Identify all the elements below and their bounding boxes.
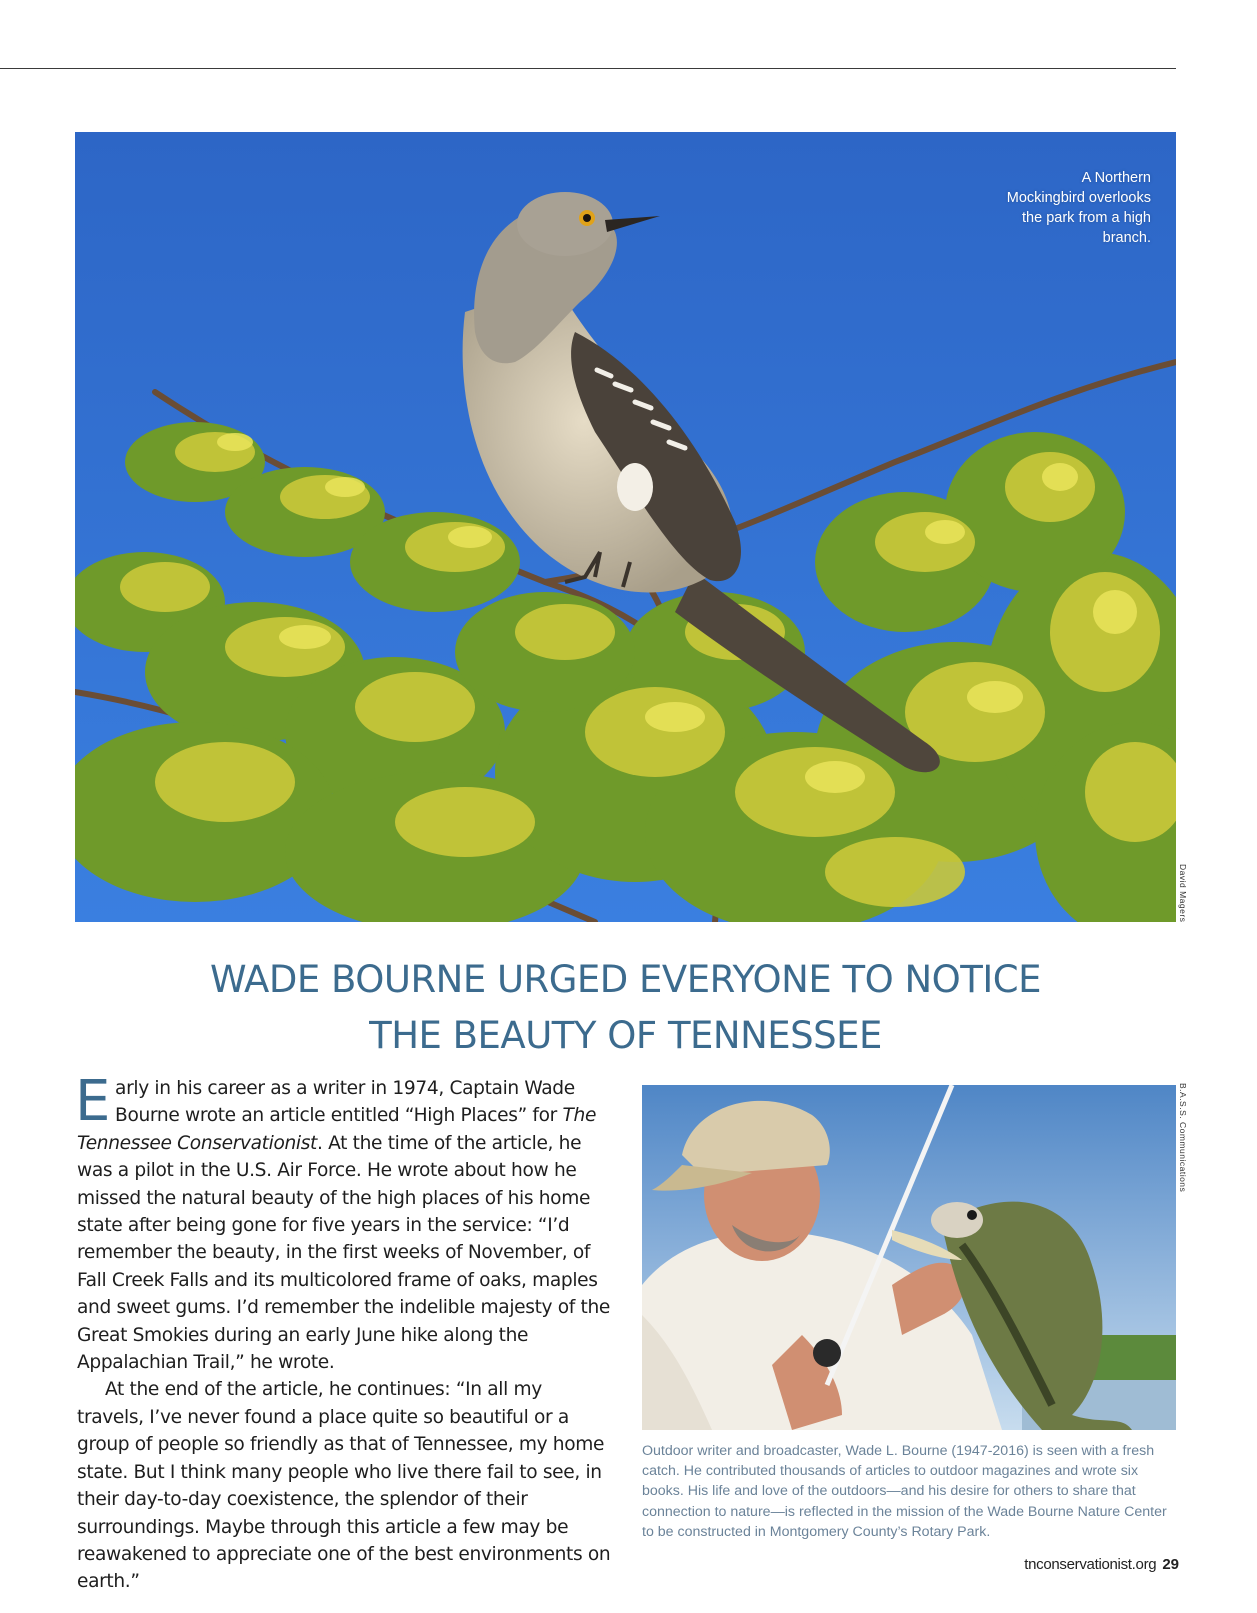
page-number: 29 [1162,1556,1179,1573]
headline-line-1: WADE BOURNE URGED EVERYONE TO NOTICE [210,958,1041,1001]
drop-cap: E [75,1069,111,1134]
article-paragraph-2: At the end of the article, he continues: “In all my travels, I’ve never found a place quite so beautiful or a group of people so friendly as that of Tennessee, my home state. But I think many people who live there fail to see, in their day-to-day coexistence, the splendor of their surroundings. Maybe through this article a few may be reawakened to appreciate one of the best environments on earth.” [77,1379,611,1593]
fisherman-illustration [642,1085,1176,1430]
paragraph-1-text-b: . At the time of the article, he was a pilot in the U.S. Air Force. He wrote about how he missed the natural beauty of the high places of his home state after being gone for five years in the service: “I’d remember the beauty, in the first weeks of November, of Fall Creek Falls and its multicolored frame of oaks, maples and sweet gums. I’d remember the indelible majesty of the Great Smokies during an early June hike along the Appalachian Trail,” he wrote. [77,1132,610,1374]
top-rule [0,68,1176,69]
article-headline [75,952,1176,1064]
page-footer [1024,1556,1179,1573]
website-url: tnconservationist.org [1024,1556,1157,1573]
hero-caption: A Northern Mockingbird overlooks the park from a high branch. [1006,170,1151,246]
paragraph-1-text-a: arly in his career as a writer in 1974, Captain Wade Bourne wrote an article entitled “High Places” for [115,1078,575,1127]
hero-photo-credit: David Magers [1178,864,1188,923]
headline-line-2: THE BEAUTY OF TENNESSEE [369,1014,882,1057]
hero-photo [75,132,1176,922]
mockingbird-illustration [75,132,1176,922]
fishing-photo-credit: B.A.S.S. Communications [1178,1083,1188,1193]
fishing-photo-caption: Outdoor writer and broadcaster, Wade L. Bourne (1947-2016) is seen with a fresh catch. He contributed thousands of articles to outdoor magazines and wrote six books. His life and love of the outdoors—and his desire for others to share that connection to nature—is reflected in the mission of the Wade Bourne Nature Center to be constructed in Montgomery County’s Rotary Park. [642,1443,1167,1540]
article-body [75,1069,612,1596]
fishing-photo [642,1085,1176,1430]
publication-title: The Tennessee Conservationist [77,1105,597,1154]
article-paragraph-1 [75,1069,612,1376]
